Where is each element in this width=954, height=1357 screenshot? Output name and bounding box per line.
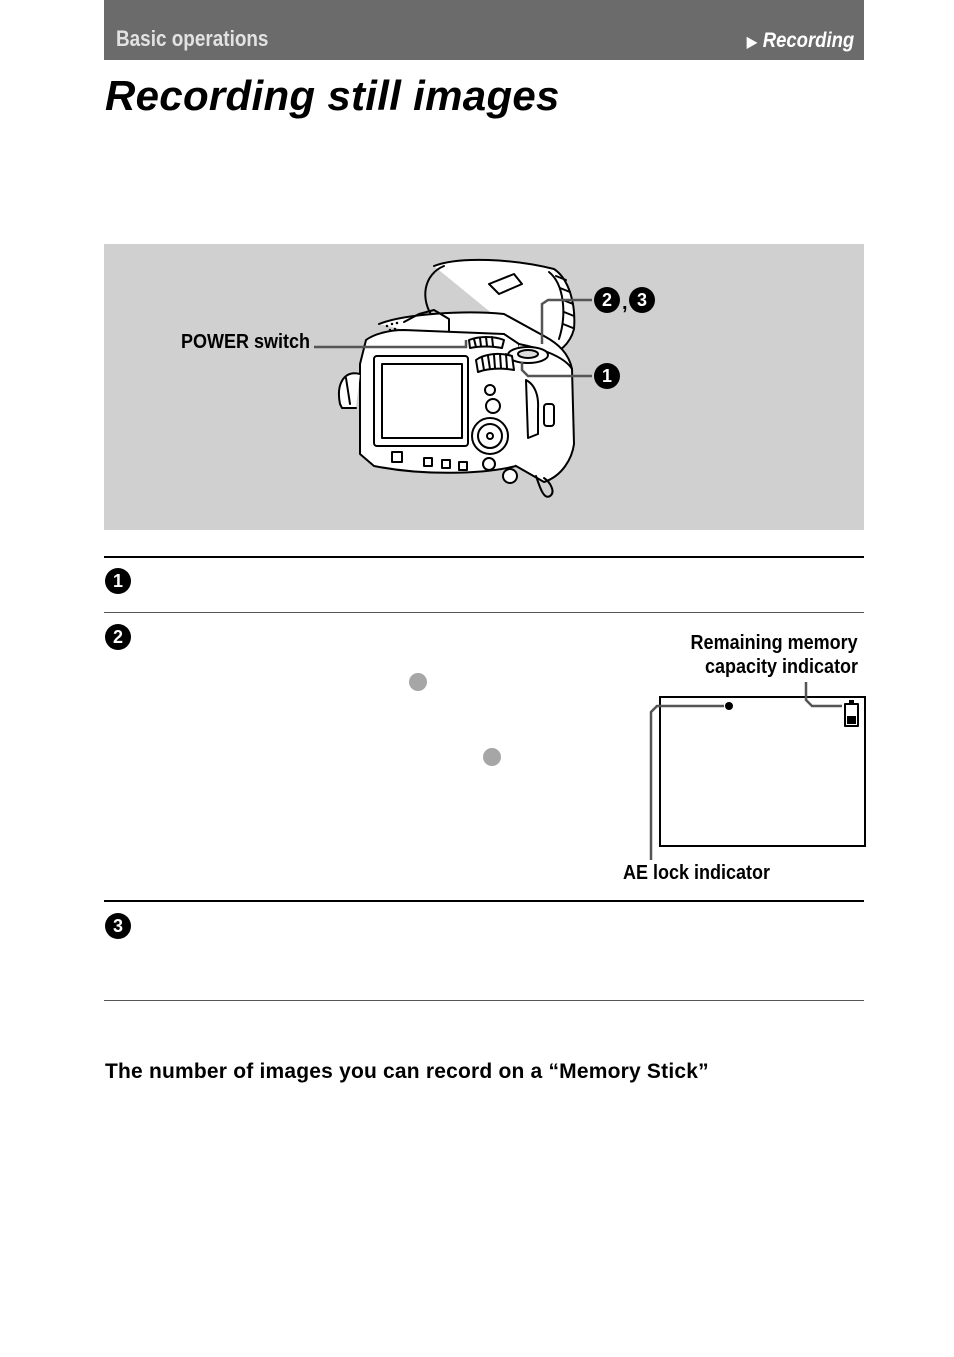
breadcrumb-recording: Recording <box>762 29 854 52</box>
step-number-2: 2 <box>105 624 131 650</box>
section-label: Basic operations <box>116 26 269 51</box>
callout-number-3: 3 <box>629 287 655 313</box>
ae-lock-label: AE lock indicator <box>623 862 771 884</box>
remaining-memory-label: capacity indicator <box>704 656 858 678</box>
callout-number-2: 2 <box>594 287 620 313</box>
power-switch-label: POWER switch <box>181 331 311 353</box>
step-number-3: 3 <box>105 913 131 939</box>
memory-stick-subheading: The number of images you can record on a “Memory Stick” <box>105 1060 709 1083</box>
triangle-right-icon: ▶ <box>746 34 758 51</box>
step-divider <box>104 1000 864 1001</box>
remaining-memory-label: Remaining memory <box>690 632 858 654</box>
callout-number-1: 1 <box>594 363 620 389</box>
step-number-1: 1 <box>105 568 131 594</box>
step-divider <box>104 900 864 902</box>
page-title: Recording still images <box>105 72 560 119</box>
callout-separator: , <box>622 292 628 314</box>
